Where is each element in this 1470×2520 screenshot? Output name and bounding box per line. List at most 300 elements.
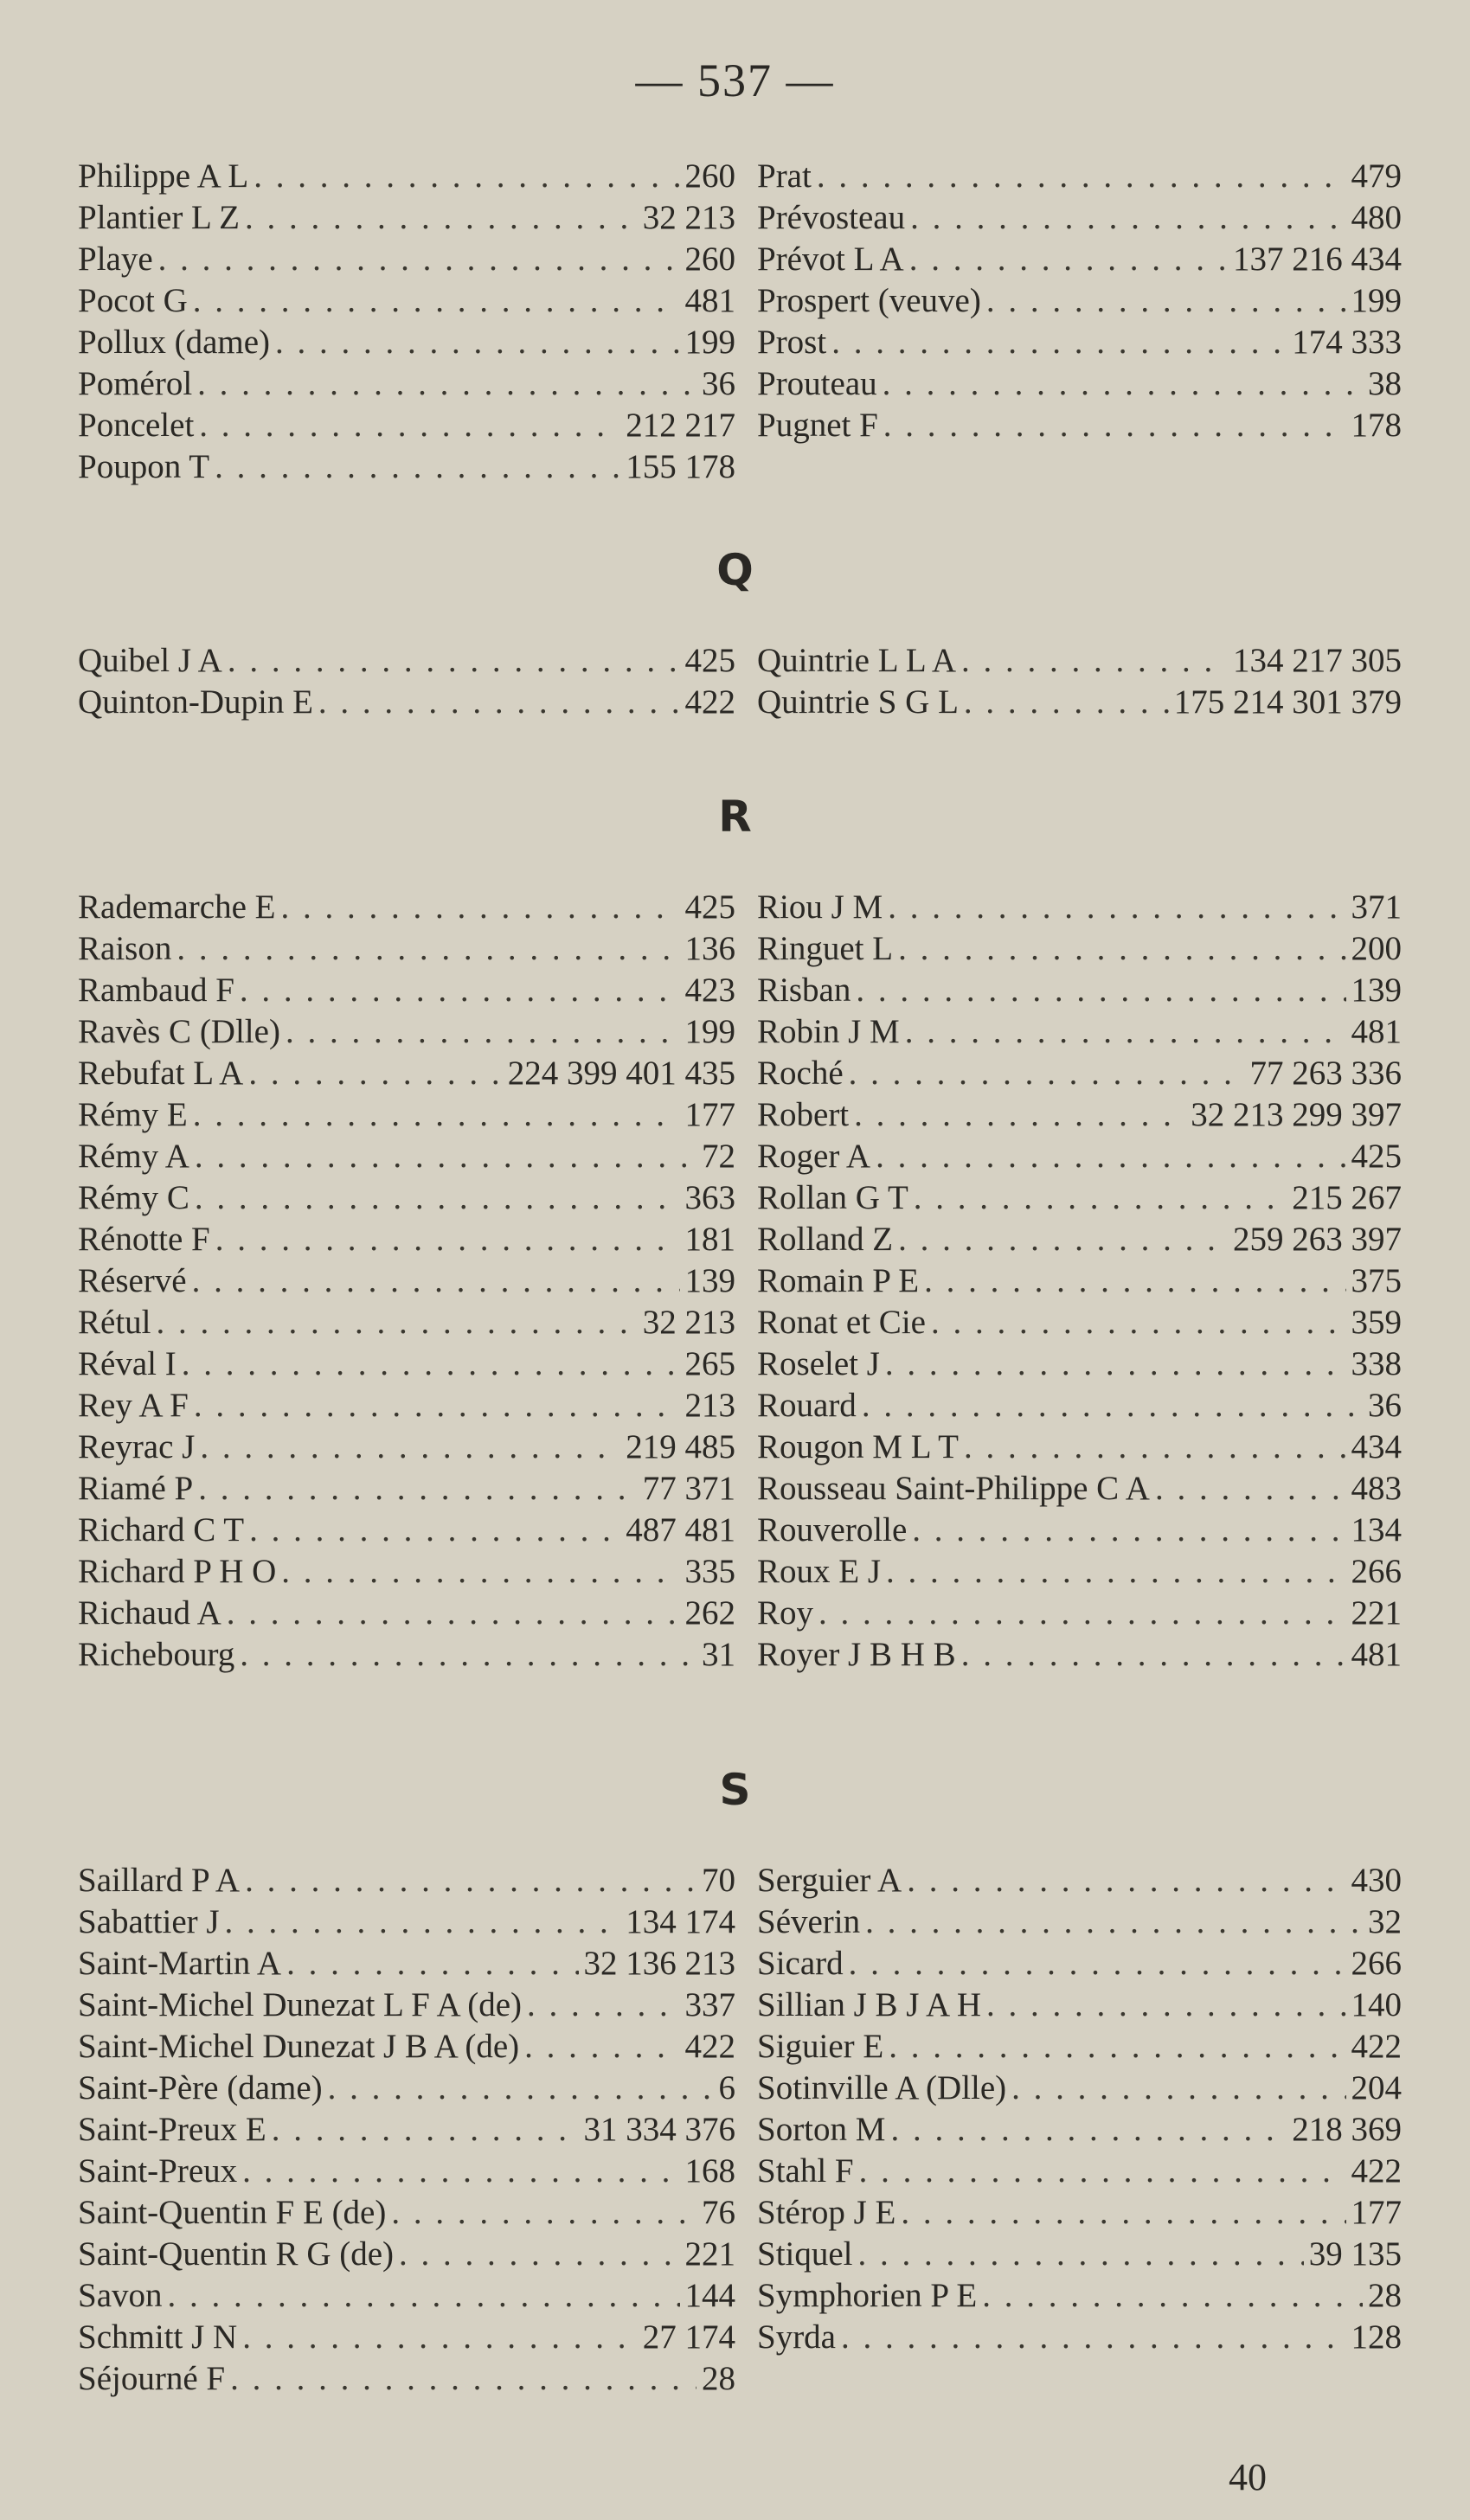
right-column	[757, 156, 1402, 446]
index-entry	[757, 405, 1402, 446]
entry-pages: 72	[702, 1138, 735, 1175]
index-entry	[78, 1634, 735, 1676]
entry-pages: 221	[684, 2235, 735, 2273]
entry-pages: 338	[1351, 1345, 1402, 1382]
entry-name: Risban	[757, 971, 851, 1009]
entry-pages: 221	[1351, 1594, 1402, 1632]
entry-name: Rétul	[78, 1304, 151, 1341]
dot-leader	[230, 2358, 696, 2400]
dot-leader	[986, 280, 1346, 322]
entry-name: Rouard	[757, 1387, 857, 1424]
index-entry	[757, 1302, 1402, 1343]
index-entry	[757, 1053, 1402, 1094]
entry-pages: 77 371	[642, 1470, 735, 1507]
entry-name: Robert	[757, 1096, 850, 1133]
entry-pages: 134 174	[626, 1903, 735, 1940]
index-entry	[78, 156, 735, 197]
entry-pages: 483	[1351, 1470, 1402, 1507]
index-entry	[78, 1053, 735, 1094]
entry-pages: 199	[684, 1013, 735, 1050]
entry-name: Ravès C (Dlle)	[78, 1013, 280, 1050]
index-entry	[757, 2234, 1402, 2275]
entry-name: Rémy A	[78, 1138, 189, 1175]
entry-pages: 32 213	[642, 1304, 735, 1341]
entry-pages: 335	[684, 1553, 735, 1590]
dot-leader	[193, 1094, 680, 1136]
entry-pages: 479	[1351, 157, 1402, 195]
dot-leader	[242, 2151, 679, 2192]
entry-pages: 134	[1351, 1511, 1402, 1549]
dot-leader	[527, 1985, 679, 2026]
index-entry	[78, 1593, 735, 1634]
entry-name: Réservé	[78, 1262, 187, 1299]
entry-name: Quinton-Dupin E	[78, 683, 313, 721]
dot-leader	[909, 239, 1228, 280]
entry-pages: 425	[684, 642, 735, 679]
index-entry	[78, 2317, 735, 2358]
index-entry	[78, 322, 735, 363]
dot-leader	[924, 1260, 1345, 1302]
index-entry	[757, 682, 1402, 723]
entry-name: Stérop J E	[757, 2194, 896, 2231]
entry-name: Rouverolle	[757, 1511, 908, 1549]
entry-name: Saillard P A	[78, 1862, 241, 1899]
entry-pages: 140	[1351, 1986, 1402, 2023]
entry-name: Sabattier J	[78, 1903, 220, 1940]
entry-name: Siguier E	[757, 2028, 884, 2065]
dot-leader	[281, 1551, 679, 1593]
entry-pages: 481	[1351, 1013, 1402, 1050]
index-entry	[757, 280, 1402, 322]
entry-pages: 28	[1368, 2277, 1402, 2314]
entry-pages: 32 213	[642, 199, 735, 236]
entry-name: Roy	[757, 1594, 814, 1632]
entry-pages: 371	[1351, 888, 1402, 926]
dot-leader	[199, 405, 620, 446]
entry-pages: 32	[1368, 1903, 1402, 1940]
index-entry	[757, 1385, 1402, 1427]
entry-pages: 181	[684, 1221, 735, 1258]
index-entry	[757, 970, 1402, 1011]
dot-leader	[865, 1901, 1363, 1943]
dot-leader	[1011, 2068, 1345, 2109]
entry-name: Rollan G T	[757, 1179, 908, 1216]
entry-pages: 32 136 213	[583, 1945, 735, 1982]
entry-pages: 215 267	[1292, 1179, 1402, 1216]
entry-name: Pugnet F	[757, 407, 878, 444]
index-entry	[757, 640, 1402, 682]
dot-leader	[240, 970, 680, 1011]
dot-leader	[197, 363, 696, 405]
entry-name: Roger A	[757, 1138, 871, 1175]
entry-pages: 480	[1351, 199, 1402, 236]
dot-leader	[215, 1219, 680, 1260]
section-letter: S	[719, 1765, 751, 1815]
index-entry	[78, 405, 735, 446]
entry-pages: 77 263 336	[1249, 1055, 1402, 1092]
index-entry	[757, 156, 1402, 197]
dot-leader	[964, 682, 1169, 723]
entry-name: Symphorien P E	[757, 2277, 978, 2314]
entry-pages: 70	[702, 1862, 735, 1899]
dot-leader	[888, 887, 1345, 928]
entry-pages: 38	[1368, 365, 1402, 402]
dot-leader	[242, 2317, 638, 2358]
entry-name: Prospert (veuve)	[757, 282, 981, 319]
dot-leader	[986, 1985, 1346, 2026]
entry-name: Sicard	[757, 1945, 844, 1982]
entry-name: Rademarche E	[78, 888, 276, 926]
dot-leader	[890, 2109, 1287, 2151]
index-entry	[757, 1427, 1402, 1468]
entry-pages: 481	[1351, 1636, 1402, 1673]
entry-name: Rougon M L T	[757, 1428, 959, 1465]
entry-name: Prévosteau	[757, 199, 906, 236]
index-entry	[757, 1943, 1402, 1985]
index-entry	[757, 1136, 1402, 1177]
index-entry	[78, 970, 735, 1011]
index-entry	[757, 2275, 1402, 2317]
dot-leader	[195, 1136, 696, 1177]
entry-name: Roselet J	[757, 1345, 880, 1382]
index-entry	[757, 1985, 1402, 2026]
entry-pages: 266	[1351, 1945, 1402, 1982]
entry-name: Roché	[757, 1055, 844, 1092]
entry-pages: 136	[684, 930, 735, 967]
entry-name: Prost	[757, 324, 827, 361]
entry-pages: 32 213 299 397	[1191, 1096, 1402, 1133]
dot-leader	[914, 1177, 1287, 1219]
entry-name: Prouteau	[757, 365, 877, 402]
dot-leader	[286, 1943, 578, 1985]
entry-pages: 425	[1351, 1138, 1402, 1175]
entry-name: Poupon T	[78, 448, 210, 485]
entry-pages: 434	[1351, 1428, 1402, 1465]
index-entry	[78, 928, 735, 970]
index-entry	[757, 1634, 1402, 1676]
printer-signature: 40	[1229, 2456, 1267, 2498]
index-entry	[757, 1860, 1402, 1901]
dot-leader	[272, 2109, 579, 2151]
dot-leader	[862, 1385, 1363, 1427]
entry-pages: 139	[1351, 971, 1402, 1009]
index-entry	[78, 1985, 735, 2026]
index-entry	[78, 2358, 735, 2400]
index-entry	[757, 1094, 1402, 1136]
section-letter: Q	[716, 545, 754, 595]
entry-name: Quibel J A	[78, 642, 222, 679]
dot-leader	[817, 156, 1346, 197]
dot-leader	[192, 1260, 680, 1302]
entry-name: Saint-Preux	[78, 2152, 238, 2190]
dot-leader	[195, 1177, 680, 1219]
entry-name: Stiquel	[757, 2235, 853, 2273]
dot-leader	[228, 640, 680, 682]
entry-name: Reyrac J	[78, 1428, 196, 1465]
entry-name: Philippe A L	[78, 157, 249, 195]
entry-name: Prat	[757, 157, 812, 195]
entry-pages: 266	[1351, 1553, 1402, 1590]
index-entry	[757, 2317, 1402, 2358]
entry-pages: 144	[684, 2277, 735, 2314]
index-entry	[78, 2234, 735, 2275]
dot-leader	[886, 1551, 1345, 1593]
entry-name: Stahl F	[757, 2152, 854, 2190]
entry-pages: 6	[718, 2069, 735, 2106]
dot-leader	[901, 2192, 1345, 2234]
entry-pages: 177	[1351, 2194, 1402, 2231]
entry-name: Riou J M	[757, 888, 883, 926]
index-entry	[78, 239, 735, 280]
entry-name: Richard C T	[78, 1511, 245, 1549]
entry-name: Saint-Martin A	[78, 1945, 282, 1982]
index-entry	[757, 1593, 1402, 1634]
dot-leader	[280, 887, 679, 928]
dot-leader	[898, 1219, 1228, 1260]
dot-leader	[240, 1634, 696, 1676]
entry-pages: 134 217 305	[1233, 642, 1402, 679]
dot-leader	[198, 1468, 638, 1510]
entry-name: Pollux (dame)	[78, 324, 271, 361]
index-entry	[757, 2192, 1402, 2234]
dot-leader	[859, 2151, 1346, 2192]
index-entry	[757, 887, 1402, 928]
entry-name: Quintrie S G L	[757, 683, 959, 721]
entry-name: Pomérol	[78, 365, 193, 402]
index-entry	[78, 640, 735, 682]
dot-leader	[818, 1593, 1345, 1634]
index-entry	[757, 1510, 1402, 1551]
entry-name: Playe	[78, 240, 153, 278]
index-entry	[78, 1177, 735, 1219]
index-entry	[78, 887, 735, 928]
dot-leader	[961, 640, 1228, 682]
entry-pages: 265	[684, 1345, 735, 1382]
entry-name: Sotinville A (Dlle)	[757, 2069, 1007, 2106]
dot-leader	[200, 1427, 620, 1468]
entry-name: Royer J B H B	[757, 1636, 956, 1673]
dot-leader	[964, 1427, 1346, 1468]
entry-pages: 177	[684, 1096, 735, 1133]
index-entry	[757, 363, 1402, 405]
entry-name: Riamé P	[78, 1470, 194, 1507]
entry-pages: 212 217	[626, 407, 735, 444]
entry-name: Plantier L Z	[78, 199, 241, 236]
entry-pages: 422	[684, 683, 735, 721]
entry-name: Syrda	[757, 2318, 836, 2356]
entry-pages: 224 399 401 435	[507, 1055, 735, 1092]
entry-name: Saint-Michel Dunezat J B A (de)	[78, 2028, 520, 2065]
entry-pages: 363	[684, 1179, 735, 1216]
dot-leader	[907, 1860, 1345, 1901]
dot-leader	[849, 1053, 1245, 1094]
index-entry	[78, 2109, 735, 2151]
entry-pages: 423	[684, 971, 735, 1009]
index-entry	[757, 928, 1402, 970]
dot-leader	[1155, 1468, 1346, 1510]
entry-name: Rolland Z	[757, 1221, 894, 1258]
entry-pages: 487 481	[626, 1511, 735, 1549]
entry-name: Rebufat L A	[78, 1055, 244, 1092]
page-number: — 537 —	[635, 55, 835, 106]
index-entry	[757, 1177, 1402, 1219]
entry-pages: 204	[1351, 2069, 1402, 2106]
index-entry	[757, 2026, 1402, 2068]
right-column	[757, 1860, 1402, 2358]
entry-pages: 76	[702, 2194, 735, 2231]
dot-leader	[849, 1943, 1346, 1985]
right-column	[757, 640, 1402, 723]
entry-name: Ringuet L	[757, 930, 894, 967]
entry-pages: 199	[684, 324, 735, 361]
index-entry	[78, 1343, 735, 1385]
entry-pages: 425	[684, 888, 735, 926]
entry-name: Robin J M	[757, 1013, 900, 1050]
dot-leader	[898, 928, 1345, 970]
dot-leader	[931, 1302, 1346, 1343]
entry-name: Richaud A	[78, 1594, 221, 1632]
entry-pages: 422	[1351, 2028, 1402, 2065]
entry-name: Richard P H O	[78, 1553, 277, 1590]
index-entry	[78, 2026, 735, 2068]
entry-name: Serguier A	[757, 1862, 902, 1899]
index-entry	[757, 2068, 1402, 2109]
dot-leader	[961, 1634, 1346, 1676]
dot-leader	[883, 405, 1346, 446]
dot-leader	[245, 197, 638, 239]
dot-leader	[910, 197, 1345, 239]
index-entry	[78, 1260, 735, 1302]
entry-name: Prévot L A	[757, 240, 904, 278]
dot-leader	[889, 2026, 1345, 2068]
left-column	[78, 156, 735, 488]
entry-name: Poncelet	[78, 407, 195, 444]
dot-leader	[982, 2275, 1363, 2317]
entry-pages: 31 334 376	[583, 2111, 735, 2148]
index-entry	[757, 197, 1402, 239]
dot-leader	[399, 2234, 679, 2275]
index-entry	[757, 1219, 1402, 1260]
dot-leader	[831, 322, 1287, 363]
index-entry	[757, 1343, 1402, 1385]
index-entry	[78, 1094, 735, 1136]
entry-pages: 200	[1351, 930, 1402, 967]
entry-pages: 39 135	[1308, 2235, 1402, 2273]
entry-pages: 27 174	[642, 2318, 735, 2356]
entry-pages: 260	[684, 240, 735, 278]
index-entry	[78, 1302, 735, 1343]
entry-name: Réval I	[78, 1345, 177, 1382]
entry-pages: 36	[702, 365, 735, 402]
index-entry	[78, 2151, 735, 2192]
dot-leader	[157, 1302, 638, 1343]
dot-leader	[328, 2068, 714, 2109]
entry-pages: 178	[1351, 407, 1402, 444]
index-entry	[78, 363, 735, 405]
entry-pages: 262	[684, 1594, 735, 1632]
dot-leader	[524, 2026, 679, 2068]
index-entry	[78, 197, 735, 239]
dot-leader	[158, 239, 680, 280]
dot-leader	[227, 1593, 680, 1634]
dot-leader	[254, 156, 679, 197]
entry-pages: 174 333	[1292, 324, 1402, 361]
index-entry	[78, 1551, 735, 1593]
entry-pages: 31	[702, 1636, 735, 1673]
index-entry	[78, 1011, 735, 1053]
entry-pages: 175 214 301 379	[1173, 683, 1402, 721]
index-entry	[757, 1011, 1402, 1053]
entry-name: Saint-Père (dame)	[78, 2069, 323, 2106]
entry-name: Savon	[78, 2277, 163, 2314]
dot-leader	[883, 363, 1363, 405]
entry-pages: 139	[684, 1262, 735, 1299]
entry-name: Rey A F	[78, 1387, 189, 1424]
dot-leader	[245, 1860, 696, 1901]
left-column	[78, 640, 735, 723]
right-column	[757, 887, 1402, 1676]
entry-name: Schmitt J N	[78, 2318, 238, 2356]
entry-pages: 168	[684, 2152, 735, 2190]
entry-name: Rémy C	[78, 1179, 189, 1216]
entry-pages: 128	[1351, 2318, 1402, 2356]
entry-name: Rémy E	[78, 1096, 188, 1133]
entry-name: Sillian J B J A H	[757, 1986, 981, 2023]
dot-leader	[215, 446, 620, 488]
entry-name: Richebourg	[78, 1636, 235, 1673]
dot-leader	[177, 928, 679, 970]
entry-pages: 430	[1351, 1862, 1402, 1899]
entry-name: Rousseau Saint-Philippe C A	[757, 1470, 1150, 1507]
entry-pages: 359	[1351, 1304, 1402, 1341]
entry-name: Pocot G	[78, 282, 188, 319]
entry-pages: 422	[684, 2028, 735, 2065]
dot-leader	[182, 1343, 680, 1385]
entry-name: Séjourné F	[78, 2360, 226, 2397]
index-entry	[78, 1943, 735, 1985]
entry-name: Quintrie L L A	[757, 642, 956, 679]
entry-pages: 259 263 397	[1233, 1221, 1402, 1258]
dot-leader	[856, 970, 1345, 1011]
dot-leader	[249, 1510, 620, 1551]
dot-leader	[876, 1136, 1345, 1177]
dot-leader	[905, 1011, 1346, 1053]
index-entry	[757, 1468, 1402, 1510]
index-entry	[757, 1260, 1402, 1302]
index-entry	[78, 280, 735, 322]
index-entry	[78, 446, 735, 488]
entry-pages: 199	[1351, 282, 1402, 319]
dot-leader	[275, 322, 679, 363]
entry-pages: 213	[684, 1387, 735, 1424]
entry-name: Sorton M	[757, 2111, 886, 2148]
dot-leader	[858, 2234, 1304, 2275]
dot-leader	[391, 2192, 696, 2234]
index-entry	[78, 1860, 735, 1901]
index-entry	[78, 1385, 735, 1427]
dot-leader	[248, 1053, 502, 1094]
entry-name: Saint-Michel Dunezat L F A (de)	[78, 1986, 523, 2023]
dot-leader	[194, 1385, 680, 1427]
dot-leader	[885, 1343, 1346, 1385]
index-entry	[757, 2151, 1402, 2192]
dot-leader	[193, 280, 680, 322]
entry-name: Raison	[78, 930, 172, 967]
index-entry	[757, 239, 1402, 280]
left-column	[78, 1860, 735, 2400]
entry-name: Saint-Preux E	[78, 2111, 266, 2148]
entry-pages: 137 216 434	[1233, 240, 1402, 278]
